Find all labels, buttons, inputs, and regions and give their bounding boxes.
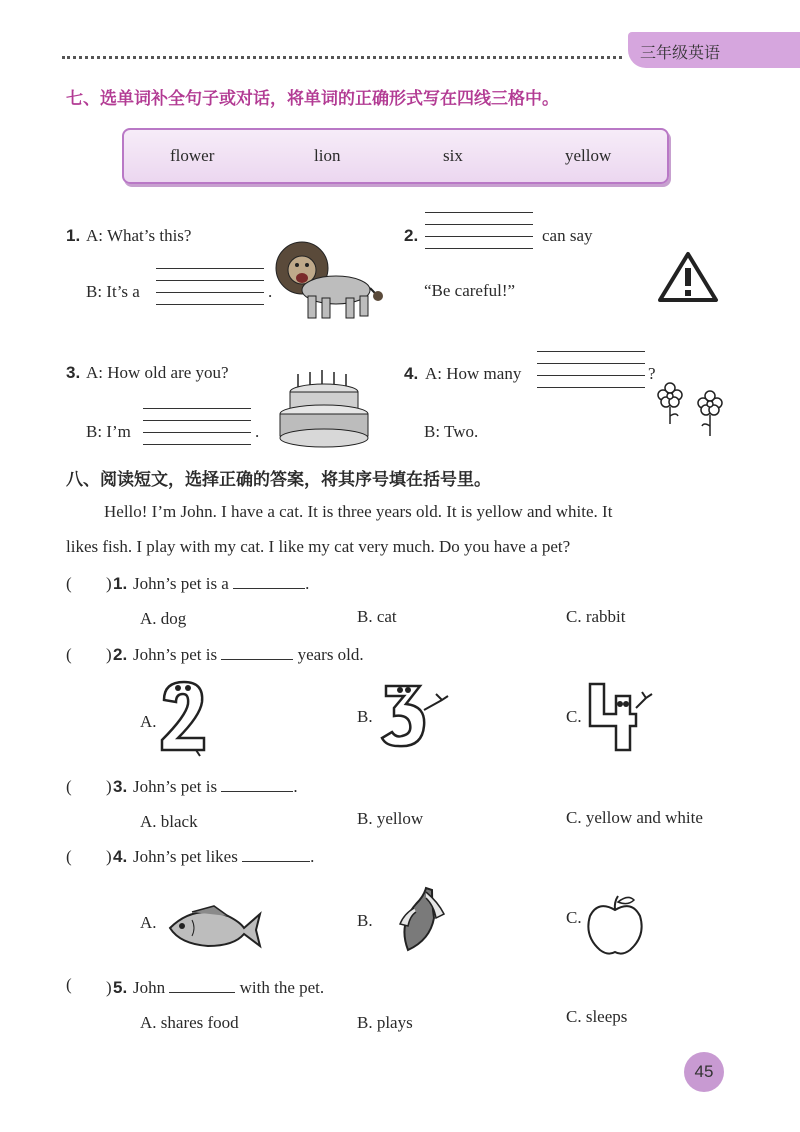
q8-4-prefix: John’s pet likes bbox=[133, 847, 238, 866]
q8-2-blank[interactable] bbox=[221, 645, 293, 660]
q4-question: A: How many bbox=[425, 364, 522, 383]
q8-3-option-b[interactable]: B. yellow bbox=[357, 809, 424, 828]
section8-title: 八、阅读短文，选择正确的答案，将其序号填在括号里。 bbox=[66, 470, 491, 490]
q8-1-prefix: John’s pet is a bbox=[133, 574, 229, 593]
banana-icon bbox=[394, 884, 450, 954]
q8-5-stem bbox=[133, 978, 324, 998]
q4-writing-lines[interactable] bbox=[537, 351, 645, 389]
q8-1-option-a[interactable]: A. dog bbox=[140, 609, 187, 628]
q3-writing-lines[interactable] bbox=[143, 408, 251, 446]
birthday-cake-icon bbox=[276, 366, 372, 450]
q8-1-blank[interactable] bbox=[233, 574, 305, 589]
q8-3-option-c[interactable]: C. yellow and white bbox=[566, 808, 703, 827]
q1-answer-suffix: . bbox=[268, 282, 273, 301]
q8-4-option-c[interactable]: C. bbox=[566, 908, 582, 927]
q2-number: 2. bbox=[404, 226, 419, 245]
q8-2-suffix: years old. bbox=[297, 645, 364, 664]
passage-line-2: likes fish. I play with my cat. I like my cat very much. Do you have a pet? bbox=[66, 537, 571, 556]
q1-answer-prefix: B: It’s a bbox=[86, 282, 140, 301]
warning-sign-icon bbox=[656, 250, 720, 304]
word-six: six bbox=[443, 146, 463, 165]
q8-4-option-b[interactable]: B. bbox=[357, 911, 373, 930]
q8-2-paren-close: ) bbox=[106, 645, 112, 664]
book-title: 三年级英语 bbox=[640, 43, 721, 62]
q2-writing-lines[interactable] bbox=[425, 212, 533, 250]
q8-1-paren-close: ) bbox=[106, 574, 112, 593]
q3-number: 3. bbox=[66, 363, 81, 382]
q8-3-stem bbox=[133, 777, 298, 797]
q8-3-suffix: . bbox=[293, 777, 298, 796]
word-lion: lion bbox=[314, 146, 341, 165]
q8-2-option-b[interactable]: B. bbox=[357, 707, 373, 726]
q8-3-prefix: John’s pet is bbox=[133, 777, 218, 796]
q8-5-option-a[interactable]: A. shares food bbox=[140, 1013, 239, 1032]
word-yellow: yellow bbox=[565, 146, 612, 165]
q8-2-option-a[interactable]: A. bbox=[140, 712, 157, 731]
q8-1-option-c[interactable]: C. rabbit bbox=[566, 607, 626, 626]
fish-icon bbox=[164, 902, 264, 952]
number-two-icon bbox=[156, 676, 212, 758]
q8-2-option-c[interactable]: C. bbox=[566, 707, 582, 726]
q2-text-be-careful: “Be careful!” bbox=[424, 281, 516, 300]
q8-1-paren-open[interactable]: ( bbox=[66, 574, 72, 593]
q8-5-paren-close: ) bbox=[106, 978, 112, 997]
q8-5-paren-open[interactable]: ( bbox=[66, 975, 72, 994]
q8-3-option-a[interactable]: A. black bbox=[140, 812, 198, 831]
q8-3-paren-close: ) bbox=[106, 777, 112, 796]
section7-title: 七、选单词补全句子或对话，将单词的正确形式写在四线三格中。 bbox=[66, 89, 559, 109]
word-flower: flower bbox=[170, 146, 215, 165]
q2-text-can-say: can say bbox=[542, 226, 593, 245]
flowers-icon bbox=[654, 382, 730, 440]
header-dotted-rule bbox=[62, 56, 622, 59]
q3-answer-suffix: . bbox=[255, 422, 260, 441]
q8-5-blank[interactable] bbox=[169, 978, 235, 993]
q8-4-number: 4. bbox=[113, 847, 128, 866]
q8-3-number: 3. bbox=[113, 777, 128, 796]
q4-number: 4. bbox=[404, 364, 419, 383]
q8-5-suffix: with the pet. bbox=[239, 978, 325, 997]
q8-5-prefix: John bbox=[133, 978, 166, 997]
q8-4-suffix: . bbox=[310, 847, 315, 866]
q8-2-paren-open[interactable]: ( bbox=[66, 645, 72, 664]
q8-4-option-a[interactable]: A. bbox=[140, 913, 157, 932]
q8-3-paren-open[interactable]: ( bbox=[66, 777, 72, 796]
q1-question: A: What’s this? bbox=[86, 226, 192, 245]
q8-1-stem bbox=[133, 574, 309, 594]
apple-icon bbox=[584, 892, 646, 958]
q8-2-stem bbox=[133, 645, 364, 665]
q8-5-option-b[interactable]: B. plays bbox=[357, 1013, 413, 1032]
q1-number: 1. bbox=[66, 226, 81, 245]
q8-1-suffix: . bbox=[305, 574, 310, 593]
q8-4-stem bbox=[133, 847, 314, 867]
q8-2-number: 2. bbox=[113, 645, 128, 664]
q8-3-blank[interactable] bbox=[221, 777, 293, 792]
lion-icon bbox=[272, 238, 392, 322]
number-four-icon bbox=[582, 676, 656, 756]
q8-4-paren-open[interactable]: ( bbox=[66, 847, 72, 866]
passage-line-1: Hello! I’m John. I have a cat. It is three years old. It is yellow and white. It bbox=[104, 502, 613, 521]
q8-5-number: 5. bbox=[113, 978, 128, 997]
q1-writing-lines[interactable] bbox=[156, 268, 264, 306]
q4-answer: B: Two. bbox=[424, 422, 479, 441]
q8-1-number: 1. bbox=[113, 574, 128, 593]
q8-4-blank[interactable] bbox=[242, 847, 310, 862]
number-three-icon bbox=[376, 676, 456, 754]
q8-2-prefix: John’s pet is bbox=[133, 645, 218, 664]
q3-answer-prefix: B: I’m bbox=[86, 422, 131, 441]
q3-question: A: How old are you? bbox=[86, 363, 229, 382]
q8-4-paren-close: ) bbox=[106, 847, 112, 866]
q4-question-mark: ? bbox=[648, 364, 656, 383]
page-number: 45 bbox=[684, 1052, 724, 1092]
q8-5-option-c[interactable]: C. sleeps bbox=[566, 1007, 628, 1026]
q8-1-option-b[interactable]: B. cat bbox=[357, 607, 397, 626]
